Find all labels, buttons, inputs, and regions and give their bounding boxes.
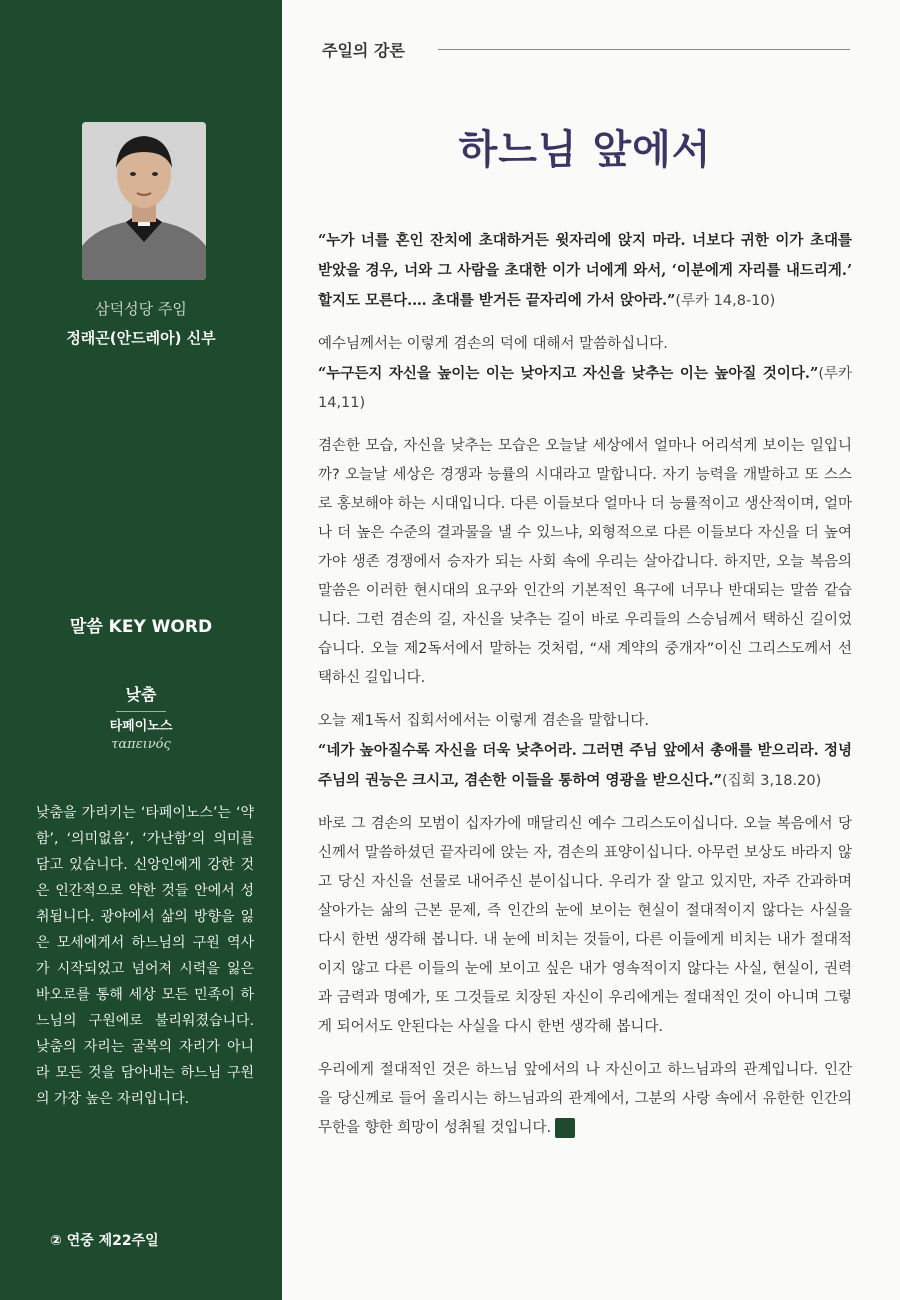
keyword-transliteration: 타페이노스 <box>109 719 173 734</box>
keyword-word: 낮춤 <box>125 685 157 704</box>
author-photo <box>82 122 206 280</box>
paragraph-5: 바로 그 겸손의 모범이 십자가에 매달리신 예수 그리스도이십니다. 오늘 복음에서 당신께서 말씀하셨던 끝자리에 앉는 자, 겸손의 표양이십니다. 아무런 보상도 바라지 않고 당신 자신을 선물로 내어주신 분이십니다. 우리가 잘 알고 있지만, 자주 간과하며 살아가는 삶의 근본 문제, 즉 인간의 눈에 보이는 현실이 절대적이지 않다는 사실을 다시 한번 생각해 봅니다. 내 눈에 비치는 것들이, 다른 이들에게 비치는 내가 절대적이지 않고 다른 이들의 눈에 보이고 싶은 내가 영속적이지 않다는 사실, 현실이, 권력과 금력과 명예가, 또 그것들로 치장된 자신이 우리에게는 절대적인 것이 아니며 그렇게 되어서도 안된다는 사실을 다시 한번 생각해 봅니다. <box>318 816 852 1035</box>
sidebar <box>0 0 282 1300</box>
keyword-greek: ταπεινός <box>111 737 171 752</box>
paragraph-text: 우리에게 절대적인 것은 하느님 앞에서의 나 자신이고 하느님과의 관계입니다. 인간을 당신께로 들어 올리시는 하느님과의 관계에서, 그분의 사랑 속에서 유한한 인간의 무한을 향한 희망이 성취될 것입니다. <box>318 1062 852 1136</box>
scripture-ref: (루카 14,8-10) <box>675 293 776 309</box>
paragraph-4 <box>318 707 852 796</box>
article-body <box>318 226 852 1157</box>
scripture-quote: “네가 높아질수록 자신을 더욱 낮추어라. 그러면 주님 앞에서 총애를 받으리라. 정녕 주님의 권능은 크시고, 겸손한 이들을 통하여 영광을 받으신다.” <box>318 742 852 789</box>
paragraph-2 <box>318 330 852 418</box>
paragraph-intro: 오늘 제1독서 집회서에서는 이렇게 겸손을 말합니다. <box>318 713 650 729</box>
author-name: 정래곤(안드레아) 신부 <box>66 329 216 347</box>
keyword-heading: 말씀 KEY WORD <box>69 617 213 637</box>
scripture-ref: (집회 3,18.20) <box>721 773 822 789</box>
paragraph-1 <box>318 226 852 316</box>
paragraph-6 <box>318 1056 852 1143</box>
author-role: 삼덕성당 주임 <box>95 300 187 318</box>
scripture-quote: “누가 너를 혼인 잔치에 초대하거든 윗자리에 앉지 마라. 너보다 귀한 이가 초대를 받았을 경우, 너와 그 사람을 초대한 이가 너에게 와서, ‘이분에게 자리를 내드리게.’ 할지도 모른다.… 초대를 받거든 끝자리에 가서 앉아라.” <box>318 232 852 309</box>
author-portrait-icon <box>82 122 206 280</box>
scripture-ref: (루카 14,11) <box>318 366 852 411</box>
paragraph-intro: 예수님께서는 이렇게 겸손의 덕에 대해서 말씀하십니다. <box>318 336 668 352</box>
keyword-description: 낮춤을 가리키는 ‘타페이노스’는 ‘약함’, ‘의미없음’, ‘가난함’의 의미를 담고 있습니다. 신앙인에게 강한 것은 인간적으로 약한 것들 안에서 성취됩니다. 광야에서 삶의 방향을 잃은 모세에게서 하느님의 구원 역사가 시작되었고 넘어져 시력을 잃은 바오로를 통해 세상 모든 민족이 하느님의 구원에로 불리워졌습니다. 낮춤의 자리는 굴복의 자리가 아니라 모든 것을 담아내는 하느님 구원의 가장 높은 자리입니다. <box>36 805 254 1107</box>
page-title: 하느님 앞에서 <box>458 127 712 173</box>
page-footer: ② 연중 제22주일 <box>50 1233 159 1249</box>
end-mark-icon <box>555 1118 575 1138</box>
scripture-quote: “누구든지 자신을 높이는 이는 낮아지고 자신을 낮추는 이는 높아질 것이다.” <box>318 365 819 382</box>
section-label: 주일의 강론 <box>322 41 405 60</box>
paragraph-3: 겸손한 모습, 자신을 낮추는 모습은 오늘날 세상에서 얼마나 어리석게 보이는 일입니까? 오늘날 세상은 경쟁과 능률의 시대라고 말합니다. 자기 능력을 개발하고 또 스스로 홍보해야 하는 시대입니다. 다른 이들보다 얼마나 더 능률적이고 생산적이며, 얼마나 더 높은 수준의 결과물을 낼 수 있느냐, 외형적으로 다른 이들보다 자신을 더 높여가야 생존 경쟁에서 승자가 되는 사회 속에 우리는 살아갑니다. 하지만, 오늘 복음의 말씀은 이러한 현시대의 요구와 인간의 기본적인 욕구에 너무나 반대되는 말씀 같습니다. 그런 겸손의 길, 자신을 낮추는 길이 바로 우리들의 스승님께서 택하신 길이었습니다. 오늘 제2독서에서 말하는 것처럼, “새 계약의 중개자”이신 그리스도께서 선택하신 길입니다. <box>318 438 852 686</box>
header-divider <box>438 49 850 50</box>
keyword-divider <box>116 711 166 712</box>
